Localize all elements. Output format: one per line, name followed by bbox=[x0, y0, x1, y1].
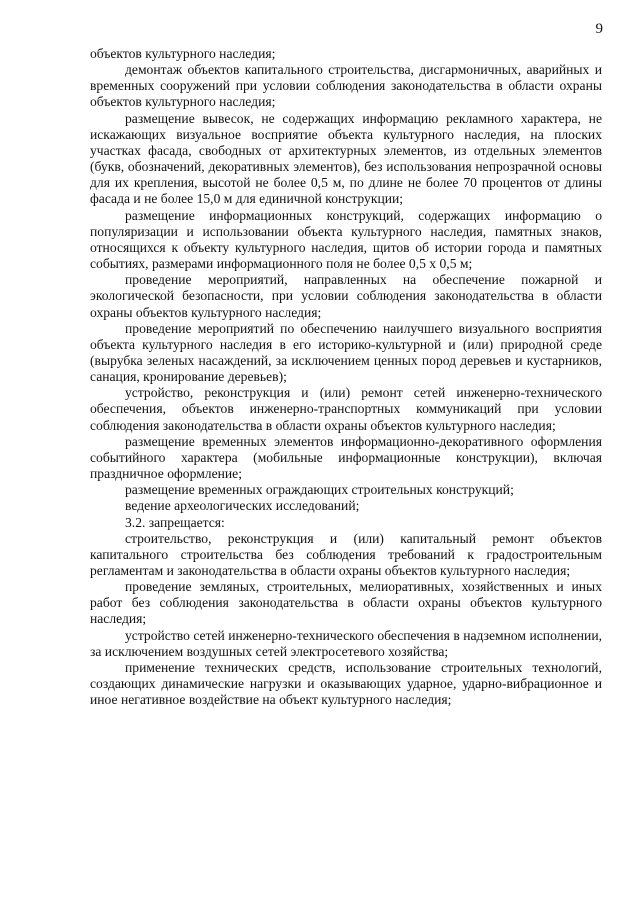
page-number: 9 bbox=[595, 21, 603, 37]
paragraph: ведение археологических исследований; bbox=[125, 498, 360, 514]
paragraph: строительство, реконструкция и (или) капитальный ремонт объектов капитального строительства без соблюдения требований к градостроительным регламентам и законодательства в области охраны объектов культурного наследия; bbox=[90, 530, 602, 578]
document-body bbox=[90, 46, 602, 708]
paragraph: размещение вывесок, не содержащих информацию рекламного характера, не искажающих визуальное восприятие объекта культурного наследия, на плоских участках фасада, свободных от архитектурных элементов, из отдельных элементов (букв, обозначений, декоративных элементов), без использования непрозрачной основы для их крепления, высотой не более 0,5 м, по длине не более 70 процентов от длины фасада и не более 15,0 м для единичной конструкции; bbox=[90, 110, 602, 207]
paragraph: объектов культурного наследия; bbox=[90, 46, 276, 61]
paragraph: устройство сетей инженерно-технического обеспечения в надземном исполнении, за исключением воздушных сетей электросетевого хозяйства; bbox=[90, 627, 602, 659]
paragraph: проведение мероприятий, направленных на обеспечение пожарной и экологической безопасности, при условии соблюдения законодательства в области охраны объектов культурного наследия; bbox=[90, 272, 602, 320]
section-heading: 3.2. запрещается: bbox=[125, 514, 225, 530]
paragraph: размещение временных элементов информационно-декоративного оформления событийного характера (мобильные информационные конструкции), включая праздничное оформление; bbox=[90, 433, 602, 482]
paragraph: размещение временных ограждающих строительных конструкций; bbox=[125, 482, 514, 498]
paragraph: проведение мероприятий по обеспечению наилучшего визуального восприятия объекта культурного наследия в его историко-культурной и (или) природной среде (вырубка зеленых насаждений, за исключением ценных пород деревьев и кустарников, санация, кронирование деревьев); bbox=[90, 320, 602, 385]
paragraph: применение технических средств, использование строительных технологий, создающих динамические нагрузки и оказывающих ударное, ударно-вибрационное и иное негативное воздействие на объект культурного наследия; bbox=[90, 659, 602, 708]
paragraph: размещение информационных конструкций, содержащих информацию о популяризации и использовании объекта культурного наследия, памятных знаков, относящихся к объекту культурного наследия, щитов об истории города и памятных событиях, размерами информационного поля не более 0,5 х 0,5 м; bbox=[90, 207, 602, 272]
paragraph: устройство, реконструкция и (или) ремонт сетей инженерно-технического обеспечения, объектов инженерно-транспортных коммуникаций при условии соблюдения законодательства в области охраны объектов культурного наследия; bbox=[90, 385, 602, 433]
paragraph: проведение земляных, строительных, мелиоративных, хозяйственных и иных работ без соблюдения законодательства в области охраны объектов культурного наследия; bbox=[90, 579, 602, 627]
paragraph: демонтаж объектов капитального строительства, дисгармоничных, аварийных и временных сооружений при условии соблюдения законодательства в области охраны объектов культурного наследия; bbox=[90, 62, 602, 110]
